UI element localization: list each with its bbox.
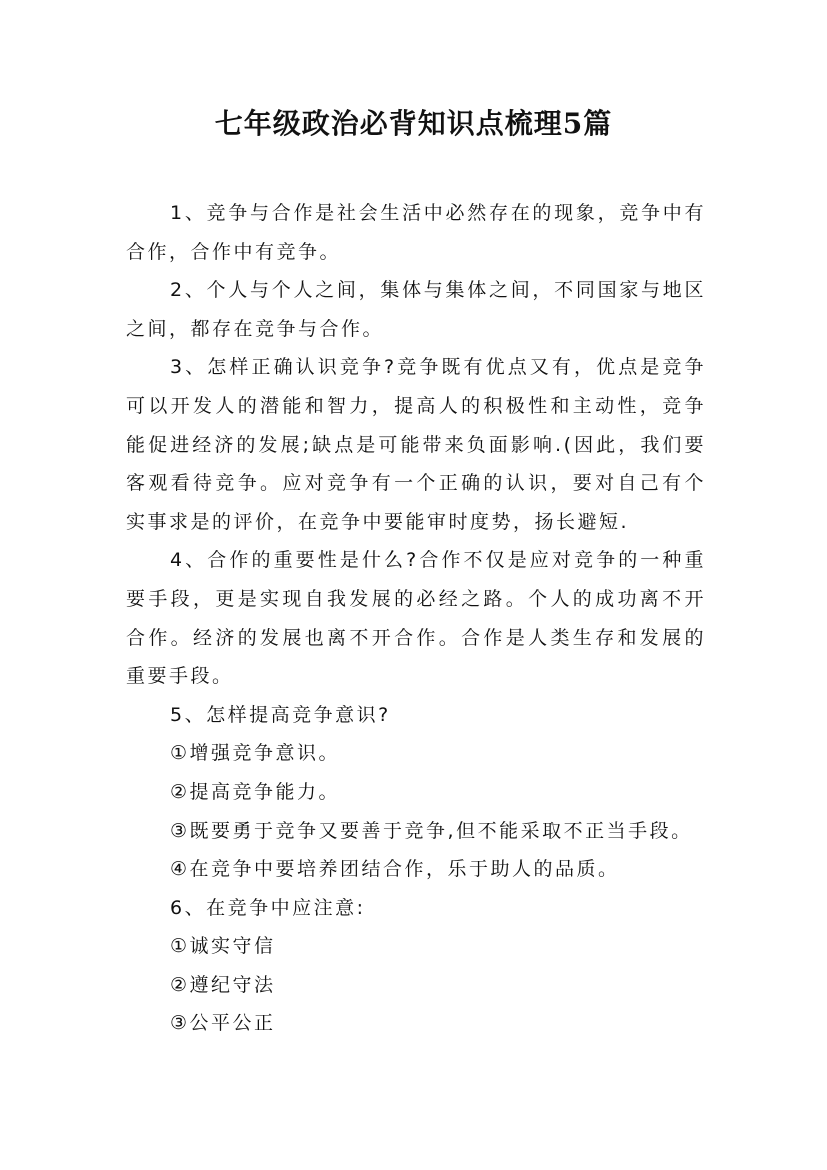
paragraph-2: 2、个人与个人之间，集体与集体之间，不同国家与地区之间，都存在竞争与合作。 (126, 279, 706, 340)
paragraph-1: 1、竞争与合作是社会生活中必然存在的现象，竞争中有合作，合作中有竞争。 (126, 202, 706, 263)
section-6-heading: 6、在竞争中应注意: (170, 896, 366, 919)
paragraph-3: 3、怎样正确认识竞争?竞争既有优点又有，优点是竞争可以开发人的潜能和智力，提高人的积极性和主动性，竞争能促进经济的发展;缺点是可能带来负面影响.(因此，我们要客观看待竞争。应对竞争有一个正确的认识，要对自己有个实事求是的评价，在竞争中要能审时度势，扬长避短. (126, 356, 706, 533)
document-body (126, 194, 706, 1043)
section-6-item-1: ①诚实守信 (170, 935, 276, 958)
section-5-item-2: ②提高竞争能力。 (170, 780, 341, 803)
document-title: 七年级政治必背知识点梳理5篇 (214, 107, 613, 140)
section-5-item-3: ③既要勇于竞争又要善于竞争,但不能采取不正当手段。 (170, 819, 693, 842)
section-6-item-2: ②遵纪守法 (170, 973, 276, 996)
section-5-item-1: ①增强竞争意识。 (170, 742, 341, 765)
section-5-item-4: ④在竞争中要培养团结合作，乐于助人的品质。 (170, 858, 620, 881)
section-5-heading: 5、怎样提高竞争意识? (170, 703, 391, 726)
paragraph-4: 4、合作的重要性是什么?合作不仅是应对竞争的一种重要手段，更是实现自我发展的必经之路。个人的成功离不开合作。经济的发展也离不开合作。合作是人类生存和发展的重要手段。 (126, 549, 706, 688)
section-6-item-3: ③公平公正 (170, 1012, 276, 1035)
